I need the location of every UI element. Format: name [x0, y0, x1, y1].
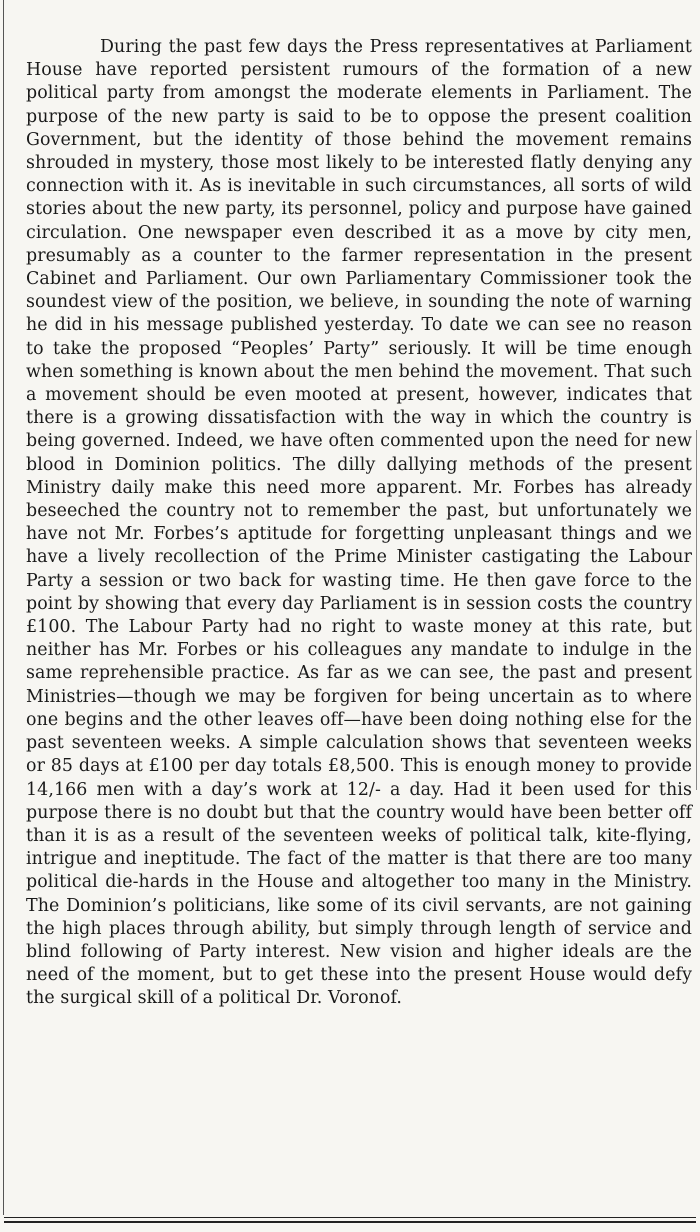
- editorial-article: [26, 36, 692, 1011]
- article-paragraph: During the past few days the Press representatives at Parliament House have reported persistent rumours of the formation of a new political party from amongst the moderate elements in Parliament. The purpose of the new party is said to be to oppose the present coalition Government, but the identity of those behind the movement remains shrouded in mystery, those most likely to be interested flatly denying any connection with it. As is inevitable in such circumstances, all sorts of wild stories about the new party, its personnel, policy and purpose have gained circulation. One newspaper even described it as a move by city men, presumably as a counter to the farmer representation in the present Cabinet and Parliament. Our own Parliamentary Commissioner took the soundest view of the position, we believe, in sounding the note of warning he did in his message published yesterday. To date we can see no reason to take the proposed “Peoples’ Party” seriously. It will be time enough when something is known about the men behind the movement. That such a movement should be even mooted at present, however, indicates that there is a growing dissatisfaction with the way in which the country is being governed. Indeed, we have often commented upon the need for new blood in Dominion politics. The dilly dallying methods of the present Ministry daily make this need more apparent. Mr. Forbes has already beseeched the country not to remember the past, but unfortunately we have not Mr. Forbes’s aptitude for forgetting unpleasant things and we have a lively recollection of the Prime Minister castigating the Labour Party a session or two back for wasting time. He then gave force to the point by showing that every day Parliament is in session costs the country £100. The Labour Party had no right to waste money at this rate, but neither has Mr. Forbes or his colleagues any mandate to indulge in the same reprehensible practice. As far as we can see, the past and present Ministries—though we may be forgiven for being uncertain as to where one begins and the other leaves off—have been doing nothing else for the past seventeen weeks. A simple calculation shows that seventeen weeks or 85 days at £100 per day totals £8,500. This is enough money to provide 14,166 men with a day’s work at 12/- a day. Had it been used for this purpose there is no doubt but that the country would have been better off than it is as a result of the seventeen weeks of political talk, kite-flying, intrigue and ineptitude. The fact of the matter is that there are too many political die-hards in the House and altogether too many in the Ministry. The Dominion’s politicians, like some of its civil servants, are not gaining the high places through ability, but simply through length of service and blind following of Party interest. New vision and higher ideals are the need of the moment, but to get these into the present House would defy the surgical skill of a political Dr. Voronof.: [26, 37, 692, 1009]
- bottom-rule-thick: [4, 1221, 696, 1223]
- column-rule-right: [696, 430, 697, 790]
- column-rule-left: [3, 0, 4, 1215]
- bottom-rule: [4, 1217, 696, 1218]
